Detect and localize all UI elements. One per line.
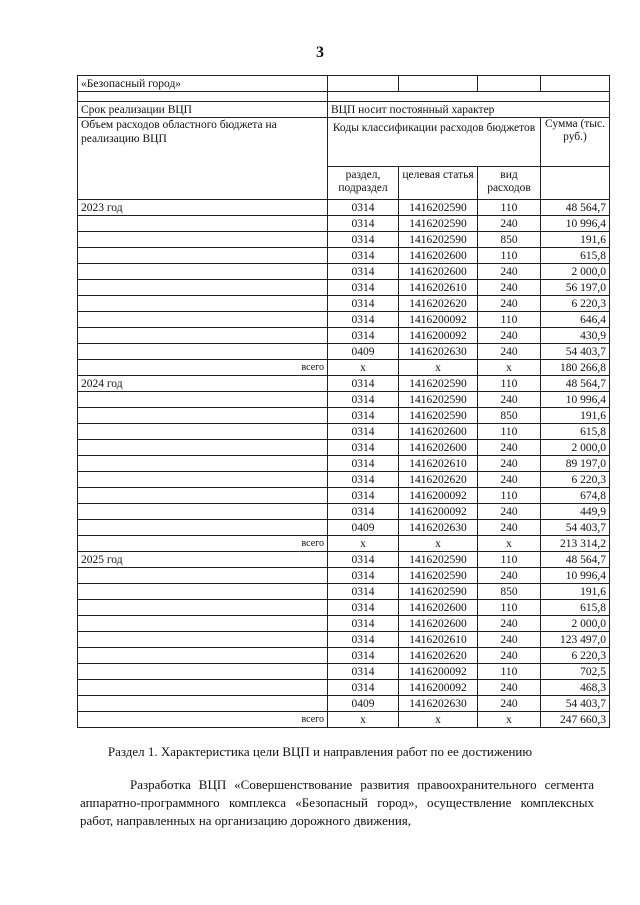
sum-cell: 430,9 <box>541 328 610 344</box>
empty-cell <box>78 92 328 102</box>
empty-cell <box>78 408 328 424</box>
table-row <box>78 440 610 456</box>
expense-type-cell: 110 <box>478 200 541 216</box>
empty-cell <box>78 216 328 232</box>
total-mark-cell: х <box>399 536 478 552</box>
sum-cell: 6 220,3 <box>541 648 610 664</box>
section-code-cell: 0314 <box>328 648 399 664</box>
program-name-cell: «Безопасный город» <box>78 76 328 92</box>
sum-cell: 54 403,7 <box>541 696 610 712</box>
page-number: 3 <box>316 44 324 61</box>
table-row <box>78 568 610 584</box>
total-row <box>78 536 610 552</box>
section-code-cell: 0314 <box>328 632 399 648</box>
year-label-cell: 2025 год <box>78 552 328 568</box>
term-label-cell: Срок реализации ВЦП <box>78 102 328 118</box>
target-code-cell: 1416202620 <box>399 296 478 312</box>
total-row <box>78 360 610 376</box>
expense-type-cell: 240 <box>478 616 541 632</box>
section-heading: Раздел 1. Характеристика цели ВЦП и направления работ по ее достижению <box>107 744 533 759</box>
section-code-cell: 0314 <box>328 328 399 344</box>
expense-type-cell: 110 <box>478 664 541 680</box>
section-code-cell: 0314 <box>328 456 399 472</box>
col-type-header: вид расходов <box>478 167 541 200</box>
expense-type-cell: 240 <box>478 264 541 280</box>
section-code-cell: 0314 <box>328 488 399 504</box>
sum-cell: 615,8 <box>541 424 610 440</box>
year-label-cell: 2023 год <box>78 200 328 216</box>
total-mark-cell: х <box>328 536 399 552</box>
budget-table <box>77 75 610 728</box>
total-sum-cell: 247 660,3 <box>541 712 610 728</box>
section-code-cell: 0314 <box>328 504 399 520</box>
empty-cell <box>78 296 328 312</box>
section-code-cell: 0314 <box>328 296 399 312</box>
table-row <box>78 232 610 248</box>
section-code-cell: 0314 <box>328 376 399 392</box>
table-row <box>78 648 610 664</box>
target-code-cell: 1416202600 <box>399 440 478 456</box>
term-row <box>78 102 610 118</box>
expense-type-cell: 240 <box>478 328 541 344</box>
empty-cell <box>78 632 328 648</box>
section-code-cell: 0314 <box>328 248 399 264</box>
section-code-cell: 0314 <box>328 232 399 248</box>
section-code-cell: 0314 <box>328 424 399 440</box>
section-code-cell: 0314 <box>328 680 399 696</box>
expense-header-row <box>78 118 610 167</box>
expense-type-cell: 240 <box>478 472 541 488</box>
empty-cell <box>78 600 328 616</box>
section-code-cell: 0409 <box>328 696 399 712</box>
target-code-cell: 1416202620 <box>399 472 478 488</box>
table-row <box>78 328 610 344</box>
empty-cell <box>78 488 328 504</box>
codes-header-cell: Коды классификации расходов бюджетов <box>328 118 541 167</box>
col-target-header: целевая статья <box>399 167 478 200</box>
sum-header-cell: Сумма (тыс. руб.) <box>541 118 610 167</box>
target-code-cell: 1416200092 <box>399 312 478 328</box>
empty-cell <box>78 472 328 488</box>
empty-cell <box>78 664 328 680</box>
empty-cell <box>78 264 328 280</box>
sum-cell: 615,8 <box>541 600 610 616</box>
col-section-header: раздел, подраздел <box>328 167 399 200</box>
target-code-cell: 1416200092 <box>399 504 478 520</box>
target-code-cell: 1416202590 <box>399 200 478 216</box>
expense-type-cell: 240 <box>478 344 541 360</box>
sum-cell: 674,8 <box>541 488 610 504</box>
table-row <box>78 248 610 264</box>
sum-cell: 2 000,0 <box>541 616 610 632</box>
sum-cell: 2 000,0 <box>541 440 610 456</box>
target-code-cell: 1416202600 <box>399 600 478 616</box>
section-code-cell: 0314 <box>328 664 399 680</box>
total-mark-cell: х <box>478 536 541 552</box>
table-row <box>78 456 610 472</box>
sum-cell: 2 000,0 <box>541 264 610 280</box>
section-code-cell: 0314 <box>328 392 399 408</box>
total-label-cell: всего <box>78 360 328 376</box>
target-code-cell: 1416202590 <box>399 216 478 232</box>
expense-type-cell: 240 <box>478 296 541 312</box>
sum-cell: 615,8 <box>541 248 610 264</box>
sum-cell: 6 220,3 <box>541 296 610 312</box>
target-code-cell: 1416202630 <box>399 344 478 360</box>
target-code-cell: 1416200092 <box>399 488 478 504</box>
total-mark-cell: х <box>478 712 541 728</box>
sum-cell: 89 197,0 <box>541 456 610 472</box>
table-row <box>78 504 610 520</box>
empty-cell <box>78 312 328 328</box>
program-name-row <box>78 76 610 92</box>
total-label-cell: всего <box>78 712 328 728</box>
table-row <box>78 280 610 296</box>
empty-cell <box>78 248 328 264</box>
empty-cell <box>78 504 328 520</box>
expense-type-cell: 240 <box>478 456 541 472</box>
section-code-cell: 0409 <box>328 520 399 536</box>
expense-type-cell: 110 <box>478 488 541 504</box>
expense-type-cell: 240 <box>478 392 541 408</box>
target-code-cell: 1416202590 <box>399 376 478 392</box>
target-code-cell: 1416202600 <box>399 616 478 632</box>
expense-type-cell: 240 <box>478 648 541 664</box>
target-code-cell: 1416200092 <box>399 664 478 680</box>
table-row <box>78 520 610 536</box>
table-row <box>78 600 610 616</box>
target-code-cell: 1416202590 <box>399 552 478 568</box>
expense-type-cell: 240 <box>478 440 541 456</box>
empty-cell <box>328 92 610 102</box>
total-label-cell: всего <box>78 536 328 552</box>
target-code-cell: 1416202600 <box>399 424 478 440</box>
sum-cell: 10 996,4 <box>541 392 610 408</box>
table-row <box>78 424 610 440</box>
target-code-cell: 1416202600 <box>399 248 478 264</box>
table-row <box>78 296 610 312</box>
sum-cell: 191,6 <box>541 408 610 424</box>
section-code-cell: 0314 <box>328 584 399 600</box>
empty-cell <box>78 616 328 632</box>
total-mark-cell: х <box>328 360 399 376</box>
empty-cell <box>78 392 328 408</box>
expense-type-cell: 110 <box>478 312 541 328</box>
empty-cell <box>78 280 328 296</box>
section-code-cell: 0314 <box>328 472 399 488</box>
empty-cell <box>78 584 328 600</box>
table-row <box>78 376 610 392</box>
expense-type-cell: 850 <box>478 584 541 600</box>
empty-cell <box>541 76 610 92</box>
expense-type-cell: 240 <box>478 632 541 648</box>
expense-type-cell: 110 <box>478 424 541 440</box>
section-code-cell: 0314 <box>328 440 399 456</box>
empty-cell <box>78 456 328 472</box>
section-code-cell: 0409 <box>328 344 399 360</box>
sum-cell: 48 564,7 <box>541 552 610 568</box>
empty-cell <box>78 424 328 440</box>
expense-type-cell: 240 <box>478 568 541 584</box>
total-mark-cell: х <box>399 360 478 376</box>
body-paragraph: Разработка ВЦП «Совершенствование развития правоохранительного сегмента аппаратно-программного комплекса «Безопасный город», осуществление комплексных работ, направленных на организацию дорожного движения, <box>80 777 594 828</box>
table-row <box>78 312 610 328</box>
empty-cell <box>478 76 541 92</box>
budget-table-body <box>78 76 610 728</box>
table-row <box>78 680 610 696</box>
target-code-cell: 1416202590 <box>399 232 478 248</box>
target-code-cell: 1416202630 <box>399 696 478 712</box>
section-code-cell: 0314 <box>328 408 399 424</box>
table-row <box>78 488 610 504</box>
sum-cell: 191,6 <box>541 232 610 248</box>
sum-cell: 54 403,7 <box>541 520 610 536</box>
empty-cell <box>328 76 399 92</box>
target-code-cell: 1416202620 <box>399 648 478 664</box>
table-row <box>78 696 610 712</box>
sum-cell: 191,6 <box>541 584 610 600</box>
empty-cell <box>78 648 328 664</box>
table-row <box>78 392 610 408</box>
sum-cell: 10 996,4 <box>541 216 610 232</box>
empty-cell <box>541 167 610 200</box>
table-row <box>78 664 610 680</box>
section-code-cell: 0314 <box>328 200 399 216</box>
sum-cell: 54 403,7 <box>541 344 610 360</box>
expense-type-cell: 850 <box>478 408 541 424</box>
expense-label-cell: Объем расходов областного бюджета на реализацию ВЦП <box>78 118 328 200</box>
target-code-cell: 1416200092 <box>399 680 478 696</box>
target-code-cell: 1416202610 <box>399 632 478 648</box>
target-code-cell: 1416202590 <box>399 568 478 584</box>
empty-cell <box>78 520 328 536</box>
table-row <box>78 584 610 600</box>
total-mark-cell: х <box>399 712 478 728</box>
expense-type-cell: 110 <box>478 248 541 264</box>
table-row <box>78 616 610 632</box>
target-code-cell: 1416202590 <box>399 584 478 600</box>
sum-cell: 6 220,3 <box>541 472 610 488</box>
section-code-cell: 0314 <box>328 600 399 616</box>
sum-cell: 10 996,4 <box>541 568 610 584</box>
target-code-cell: 1416202610 <box>399 456 478 472</box>
total-row <box>78 712 610 728</box>
empty-cell <box>78 344 328 360</box>
empty-cell <box>78 680 328 696</box>
sum-cell: 48 564,7 <box>541 376 610 392</box>
total-sum-cell: 180 266,8 <box>541 360 610 376</box>
empty-cell <box>78 568 328 584</box>
target-code-cell: 1416200092 <box>399 328 478 344</box>
sum-cell: 56 197,0 <box>541 280 610 296</box>
sum-cell: 702,5 <box>541 664 610 680</box>
section-code-cell: 0314 <box>328 552 399 568</box>
sum-cell: 123 497,0 <box>541 632 610 648</box>
section-code-cell: 0314 <box>328 312 399 328</box>
empty-cell <box>78 232 328 248</box>
section-code-cell: 0314 <box>328 264 399 280</box>
table-row <box>78 200 610 216</box>
expense-type-cell: 240 <box>478 504 541 520</box>
section-code-cell: 0314 <box>328 280 399 296</box>
empty-cell <box>78 696 328 712</box>
section-code-cell: 0314 <box>328 216 399 232</box>
spacer-row <box>78 92 610 102</box>
table-row <box>78 408 610 424</box>
section-code-cell: 0314 <box>328 616 399 632</box>
sum-cell: 646,4 <box>541 312 610 328</box>
term-value-cell: ВЦП носит постоянный характер <box>328 102 610 118</box>
table-row <box>78 264 610 280</box>
target-code-cell: 1416202600 <box>399 264 478 280</box>
table-row <box>78 552 610 568</box>
expense-type-cell: 850 <box>478 232 541 248</box>
target-code-cell: 1416202590 <box>399 408 478 424</box>
sum-cell: 468,3 <box>541 680 610 696</box>
empty-cell <box>78 328 328 344</box>
total-sum-cell: 213 314,2 <box>541 536 610 552</box>
sum-cell: 48 564,7 <box>541 200 610 216</box>
expense-type-cell: 240 <box>478 280 541 296</box>
year-label-cell: 2024 год <box>78 376 328 392</box>
table-row <box>78 344 610 360</box>
total-mark-cell: х <box>328 712 399 728</box>
table-row <box>78 472 610 488</box>
table-row <box>78 216 610 232</box>
expense-type-cell: 110 <box>478 552 541 568</box>
expense-type-cell: 240 <box>478 696 541 712</box>
sum-cell: 449,9 <box>541 504 610 520</box>
expense-type-cell: 240 <box>478 680 541 696</box>
total-mark-cell: х <box>478 360 541 376</box>
target-code-cell: 1416202630 <box>399 520 478 536</box>
section-code-cell: 0314 <box>328 568 399 584</box>
empty-cell <box>399 76 478 92</box>
expense-type-cell: 240 <box>478 216 541 232</box>
empty-cell <box>78 440 328 456</box>
table-row <box>78 632 610 648</box>
expense-type-cell: 240 <box>478 520 541 536</box>
target-code-cell: 1416202610 <box>399 280 478 296</box>
expense-type-cell: 110 <box>478 376 541 392</box>
target-code-cell: 1416202590 <box>399 392 478 408</box>
expense-type-cell: 110 <box>478 600 541 616</box>
